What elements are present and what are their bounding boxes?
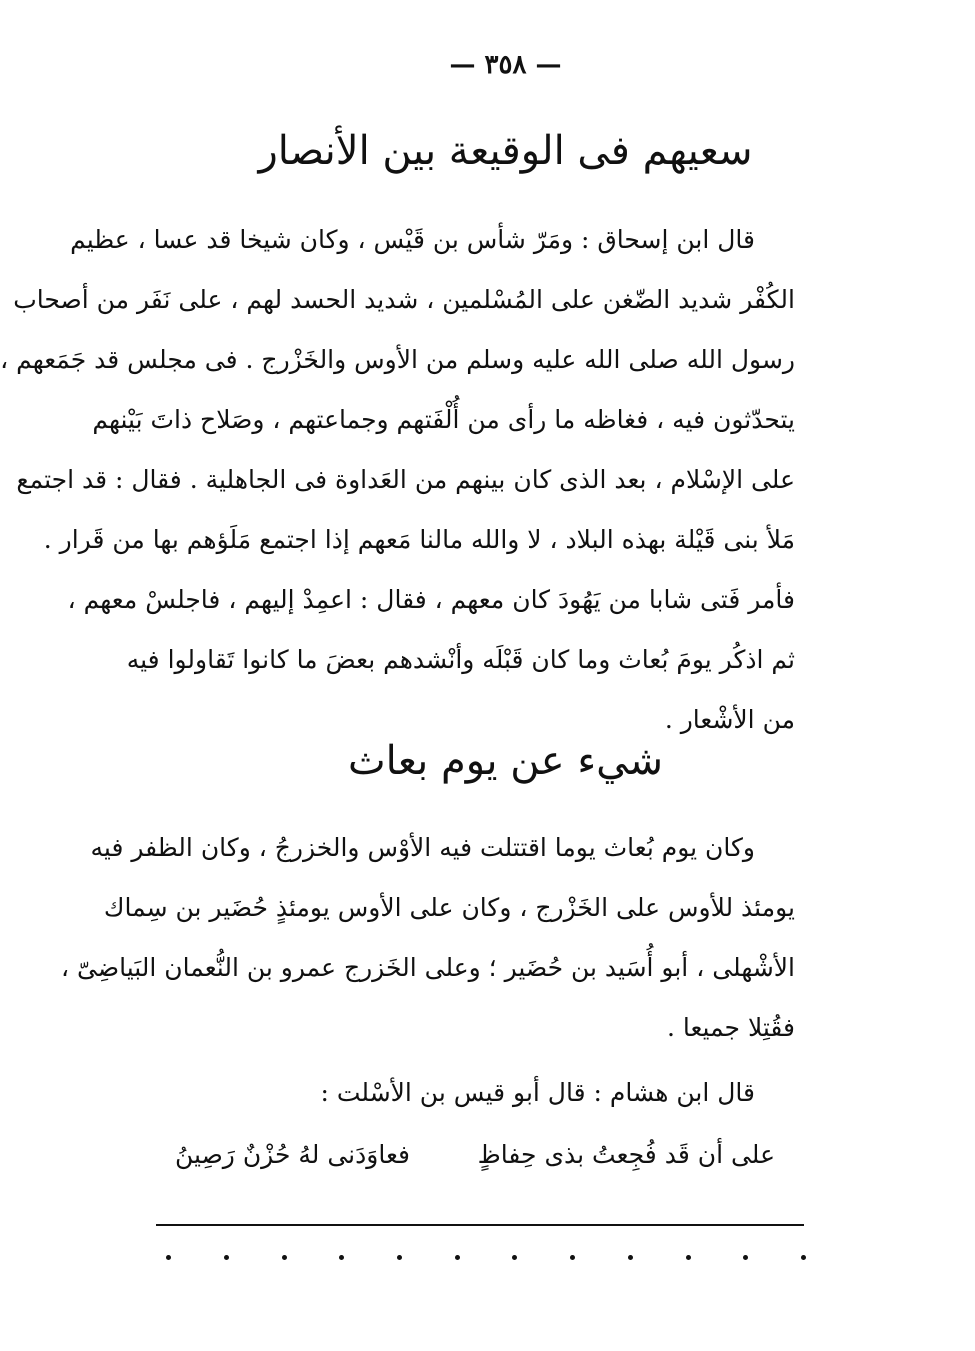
paragraph-line: يتحدّثون فيه ، فغاظه ما رأى من أُلْفَتهم وجماعتهم ، وصَلاح ذاتَ بَيْنهم <box>92 405 795 434</box>
section-heading-1: سعيهم فى الوقيعة بين الأنصار <box>258 128 753 174</box>
paragraph-line: الكُفْر شديد الضّغن على المُسْلمين ، شديد الحسد لهم ، على نَفَر من أصحاب <box>13 285 795 314</box>
verse-hemistich-right: على أن قَد فُجِعتُ بذى حِفاظٍ <box>477 1140 775 1169</box>
footer-dots <box>166 1255 806 1260</box>
dot-ornament <box>686 1255 691 1260</box>
verse-hemistich-left: فعاوَدَنى لهُ حُزْنٌ رَصِينُ <box>175 1140 410 1169</box>
footer-rule <box>156 1224 804 1226</box>
paragraph-line: قال ابن إسحاق : ومَرّ شأس بن قَيْس ، وكان شيخا قد عسا ، عظيم <box>70 225 755 254</box>
section-2-paragraph <box>61 818 795 1058</box>
paragraph-line: وكان يوم بُعاث يوما اقتتلت فيه الأوْس والخزرجُ ، وكان الظفر فيه <box>90 833 755 862</box>
section-heading-2: شيء عن يوم بعاث <box>348 738 663 784</box>
poem-attribution: قال ابن هشام : قال أبو قيس بن الأسْلت : <box>320 1078 755 1107</box>
paragraph-line: مَلأ بنى قَيْلة بهذه البلاد ، لا والله مالنا مَعهم إذا اجتمع مَلَؤهم بها من قَرار . <box>43 525 795 554</box>
dot-ornament <box>570 1255 575 1260</box>
paragraph-line: رسول الله صلى الله عليه وسلم من الأوس والخَزْرج . فى مجلس قد جَمَعهم ، <box>0 345 795 374</box>
paragraph-line: على الإسْلام ، بعد الذى كان بينهم من العَداوة فى الجاهلية . فقال : قد اجتمع <box>16 465 795 494</box>
dot-ornament <box>339 1255 344 1260</box>
section-1-paragraph <box>0 210 795 750</box>
dot-ornament <box>397 1255 402 1260</box>
paragraph-line: فأمر فَتى شابا من يَهُودَ كان معهم ، فقال : اعمِدْ إليهم ، فاجلسْ معهم ، <box>67 585 795 614</box>
paragraph-line: يومئذ للأوس على الخَزْرج ، وكان على الأوس يومئذٍ حُضَير بن سِماك <box>103 893 795 922</box>
dot-ornament <box>743 1255 748 1260</box>
paragraph-line: فقُتِلا جميعا . <box>666 1013 795 1042</box>
paragraph-line: الأشْهلى ، أبو أُسَيد بن حُضَير ؛ وعلى الخَزرج عمرو بن النُّعمان البَياضِىّ ، <box>61 953 795 982</box>
poem-verse <box>175 1140 775 1169</box>
dot-ornament <box>628 1255 633 1260</box>
dot-ornament <box>455 1255 460 1260</box>
paragraph-line: ثم اذكُر يومَ بُعاث وما كان قَبْلَه وأنْشدهم بعضَ ما كانوا تَقاولوا فيه <box>126 645 795 674</box>
dot-ornament <box>512 1255 517 1260</box>
page-number: — ٣٥٨ — <box>449 50 562 80</box>
dot-ornament <box>801 1255 806 1260</box>
dot-ornament <box>282 1255 287 1260</box>
paragraph-line: من الأشْعار . <box>664 705 795 734</box>
dot-ornament <box>224 1255 229 1260</box>
dot-ornament <box>166 1255 171 1260</box>
